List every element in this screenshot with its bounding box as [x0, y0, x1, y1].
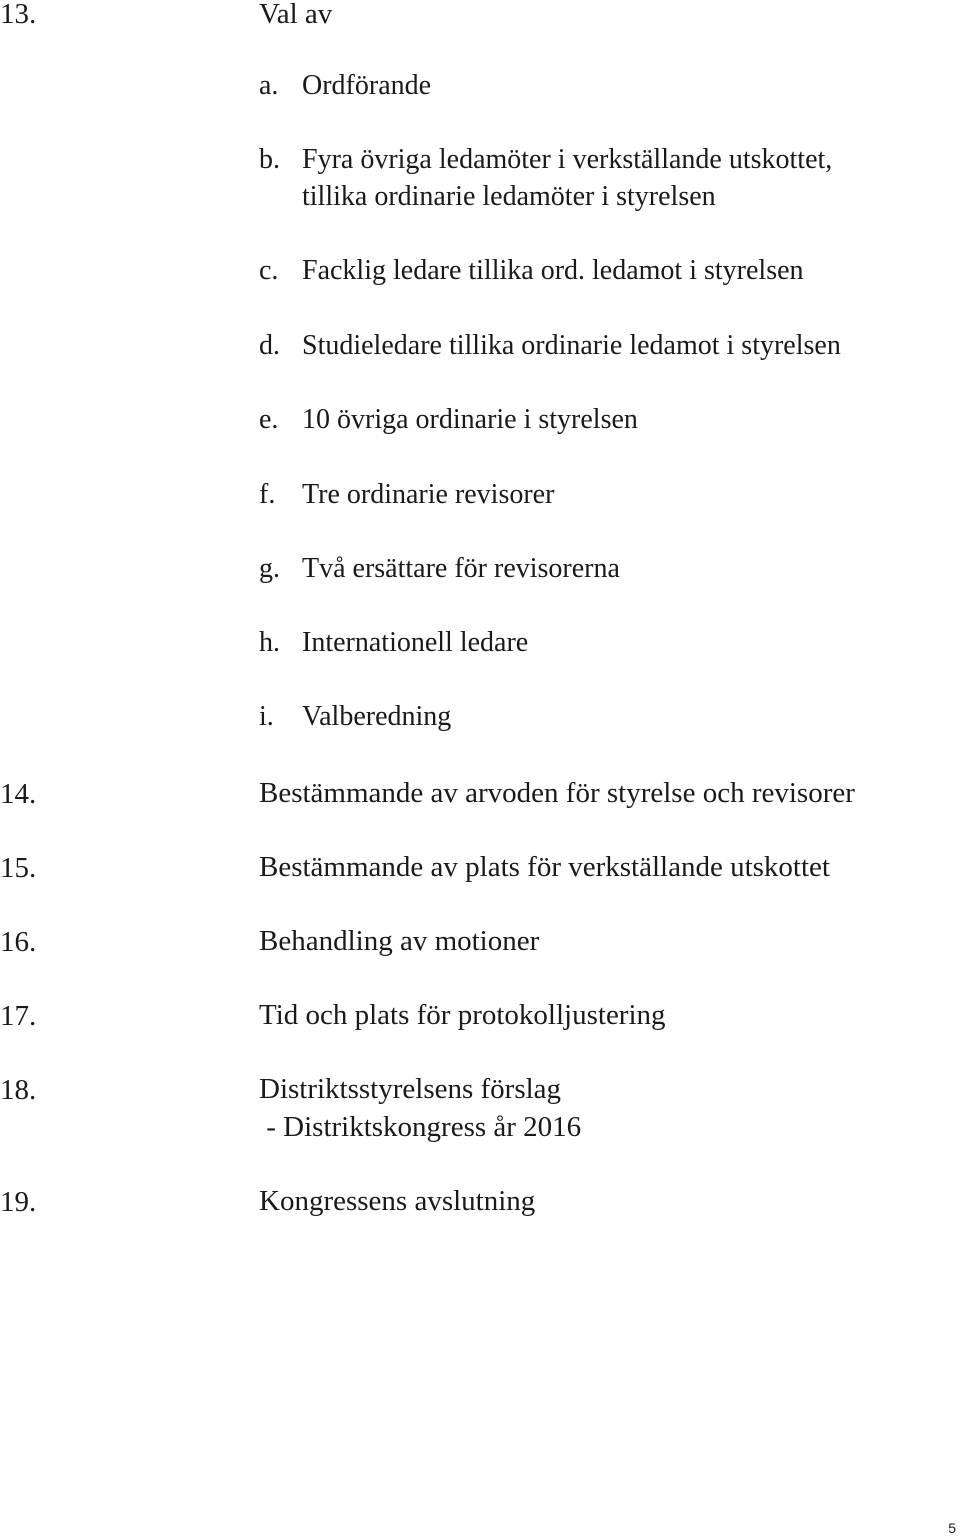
- subitem-letter: i.: [259, 701, 274, 732]
- item-text: Bestämmande av arvoden för styrelse och revisorer: [259, 777, 855, 809]
- item-number: 16.: [0, 926, 37, 958]
- subitem-text: Studieledare tillika ordinarie ledamot i styrelsen: [302, 330, 841, 361]
- item-text: Bestämmande av plats för verkställande utskottet: [259, 851, 830, 883]
- item-number: 15.: [0, 852, 37, 884]
- page-number: 5: [948, 1520, 956, 1536]
- subitem-letter: b.: [259, 144, 280, 175]
- item-number: 19.: [0, 1186, 37, 1218]
- item-number: 14.: [0, 778, 37, 810]
- subitem-text: Valberedning: [302, 701, 452, 732]
- subitem-letter: d.: [259, 330, 280, 361]
- subitem-text: Internationell ledare: [302, 627, 529, 658]
- subitem-text-line2: tillika ordinarie ledamöter i styrelsen: [302, 181, 716, 212]
- item-number: 13.: [0, 0, 37, 30]
- item-number: 17.: [0, 1000, 37, 1032]
- item-text: Tid och plats för protokolljustering: [259, 999, 666, 1031]
- item-text: Behandling av motioner: [259, 925, 540, 957]
- subitem-text: Tre ordinarie revisorer: [302, 479, 555, 510]
- subitem-text: 10 övriga ordinarie i styrelsen: [302, 404, 638, 435]
- subitem-text: Ordförande: [302, 70, 432, 101]
- subitem-text: Facklig ledare tillika ord. ledamot i styrelsen: [302, 255, 804, 286]
- subitem-text: Två ersättare för revisorerna: [302, 553, 620, 584]
- subitem-letter: a.: [259, 70, 279, 101]
- item-text: Distriktsstyrelsens förslag: [259, 1073, 562, 1105]
- item-number: 18.: [0, 1074, 37, 1106]
- subitem-letter: e.: [259, 404, 279, 435]
- subitem-text: Fyra övriga ledamöter i verkställande utskottet,: [302, 144, 833, 175]
- item-text: Val av: [259, 0, 333, 30]
- subitem-letter: h.: [259, 627, 280, 658]
- item-text-line2: - Distriktskongress år 2016: [259, 1111, 582, 1143]
- subitem-letter: g.: [259, 553, 280, 584]
- item-text: Kongressens avslutning: [259, 1185, 536, 1217]
- subitem-letter: f.: [259, 479, 276, 510]
- subitem-letter: c.: [259, 255, 279, 286]
